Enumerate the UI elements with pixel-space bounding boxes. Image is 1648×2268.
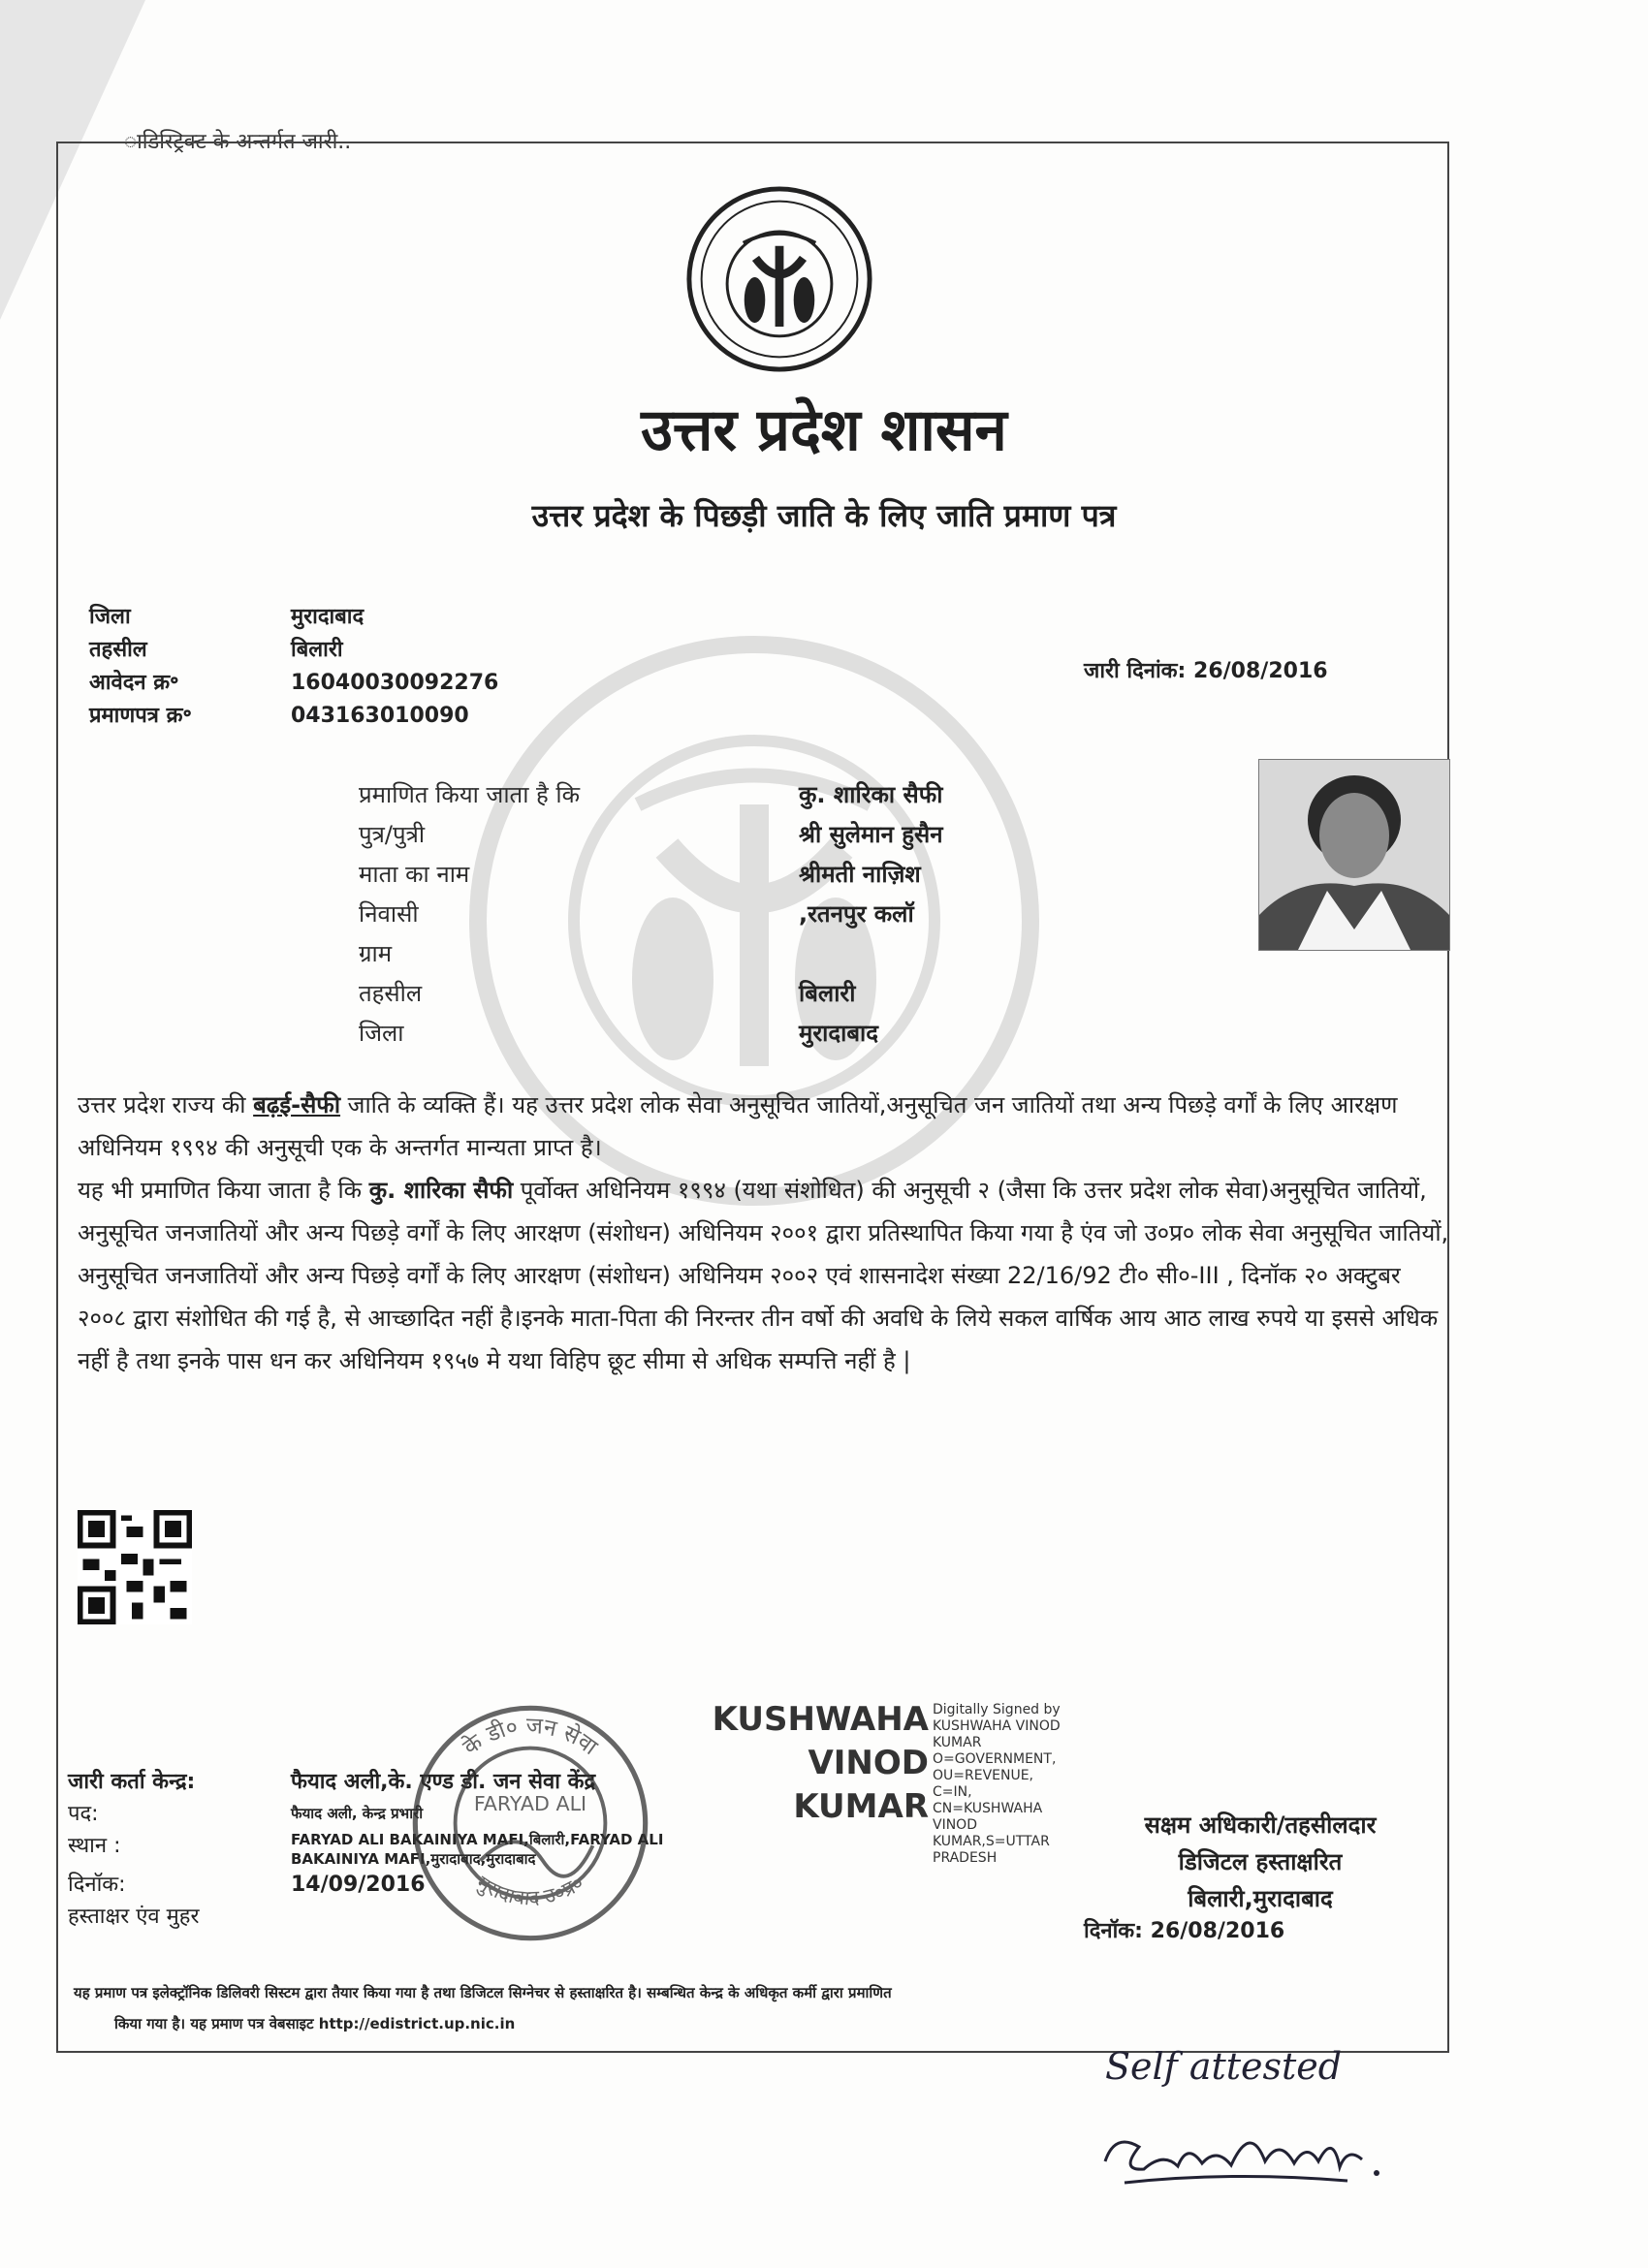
sig-detail-line: O=GOVERNMENT, — [933, 1751, 1057, 1767]
stamp-text-bottom: मुरादाबाद उ०प्र० — [472, 1871, 588, 1910]
detail-row — [359, 1014, 943, 1054]
authorized-officer — [1086, 1807, 1435, 1917]
detail-row — [359, 895, 943, 934]
meta-label: जिला — [89, 605, 131, 629]
applicant-photo — [1258, 759, 1450, 951]
sig-detail-line: C=IN, — [933, 1784, 972, 1800]
person-photo-icon — [1259, 760, 1449, 950]
meta-row-application-no — [89, 667, 498, 700]
caste-name: बढ़ई-सैफी — [253, 1091, 341, 1118]
holder-name: कु. शारिका सैफी — [368, 1177, 514, 1204]
body-paragraph-2 — [78, 1169, 1454, 1382]
issuer-center-value: फैयाद अली,के. एण्ड डी. जन सेवा केंद्र — [291, 1770, 596, 1794]
issuer-place-value: FARYAD ALI BAKAINIYA MAFI,बिलारी,FARYAD ALI BAKAINIYA MAFI,मुरादाबाद,मुरादाबाद — [291, 1831, 664, 1868]
officer-location: बिलारी,मुरादाबाद — [1188, 1885, 1333, 1912]
meta-value: 043163010090 — [291, 704, 469, 728]
detail-row — [359, 815, 943, 855]
detail-label: पुत्र/पुत्री — [359, 821, 426, 848]
meta-value: मुरादाबाद — [291, 605, 364, 629]
holder-details — [359, 775, 943, 1054]
stamp-text-middle: FARYAD ALI — [473, 1792, 587, 1816]
detail-label: माता का नाम — [359, 861, 470, 888]
detail-value: श्रीमती नाज़िश — [799, 861, 921, 888]
footer-note — [74, 1977, 1431, 2039]
sig-detail-line: PRADESH — [933, 1850, 998, 1866]
page-title: उत्तर प्रदेश शासन — [641, 396, 1007, 464]
detail-row — [359, 974, 943, 1014]
issue-date-label: जारी दिनांक: — [1084, 659, 1187, 683]
issuer-label: दिनॉक: — [68, 1873, 126, 1897]
detail-value: श्री सुलेमान हुसैन — [799, 821, 943, 848]
meta-label: आवेदन क्र॰ — [89, 671, 179, 695]
certificate-meta — [89, 601, 498, 733]
detail-value: बिलारी — [799, 980, 856, 1007]
issuer-label: स्थान : — [68, 1834, 121, 1858]
issuer-date-value: 14/09/2016 — [291, 1873, 426, 1897]
signer-name-line: VINOD — [808, 1744, 929, 1782]
footer-line: किया गया है। यह प्रमाण पत्र वेबसाइट http://edistrict.up.nic.in — [114, 2015, 516, 2032]
meta-label: प्रमाणपत्र क्र॰ — [89, 704, 192, 728]
svg-text:मुरादाबाद उ०प्र० — [472, 1871, 588, 1909]
issuer-label: हस्ताक्षर एंव मुहर — [68, 1905, 200, 1929]
up-government-emblem-icon — [684, 184, 874, 374]
detail-row — [359, 855, 943, 895]
body-text: जाति के व्यक्ति हैं। यह उत्तर प्रदेश लोक सेवा अनुसूचित जातियों,अनुसूचित जन जातियों तथा अन्य पिछड़े वर्गों के लिए आरक्षण अधिनियम १९९४ की अनुसूची एक के अन्तर्गत मान्यता प्राप्त है। — [78, 1091, 1398, 1161]
detail-label: जिला — [359, 1020, 404, 1047]
body-text: उत्तर प्रदेश राज्य की — [78, 1091, 254, 1118]
officer-date-label: दिनॉक: — [1084, 1919, 1143, 1943]
detail-label: प्रमाणित किया जाता है कि — [359, 781, 581, 808]
issuer-label: पद: — [68, 1802, 99, 1826]
handwritten-signature — [1086, 2094, 1396, 2200]
meta-row-district — [89, 601, 498, 634]
detail-label: निवासी — [359, 900, 419, 928]
stamp-text-top: के डी० जन सेवा — [458, 1712, 603, 1761]
issue-date — [1084, 655, 1328, 684]
issuer-post-value: फैयाद अली, केन्द्र प्रभारी — [291, 1805, 424, 1822]
digital-signer-name — [698, 1698, 929, 1829]
body-paragraph-1 — [78, 1084, 1454, 1169]
signer-name-line: KUSHWAHA — [712, 1700, 929, 1739]
body-text: पूर्वोक्त अधिनियम १९९४ (यथा संशोधित) की अनुसूची २ (जैसा कि उत्तर प्रदेश लोक सेवा)अनुसूचित जातियों, अनुसूचित जनजातियों और अन्य पिछड़े वर्गों के लिए आरक्षण (संशोधन) अधिनियम २००१ द्वारा प्रतिस्थापित किया गया है एंव जो उ०प्र० लोक सेवा अनुसूचित जातियों, अनुसूचित जनजातियों और अन्य पिछड़े वर्गों के लिए आरक्षण (संशोधन) अधिनियम २००२ एवं शासनादेश संख्या 22/16/92 टी० सी०-III , दिनॉक २० अक्टुबर २००८ द्वारा संशोधित की गई है, से आच्छादित नहीं है।इनके माता-पिता की निरन्तर तीन वर्षो की अवधि के लिये सकल वार्षिक आय आठ लाख रुपये या इससे अधिक नहीं है तथा इनके पास धन कर अधिनियम १९५७ मे यथा विहिप छूट सीमा से अधिक सम्पत्ति नहीं है | — [78, 1177, 1449, 1374]
body-text: यह भी प्रमाणित किया जाता है कि — [78, 1177, 369, 1204]
sig-detail-line: CN=KUSHWAHA — [933, 1801, 1043, 1816]
sig-detail-line: KUMAR,S=UTTAR — [933, 1834, 1050, 1849]
sig-detail-line: KUSHWAHA VINOD — [933, 1718, 1061, 1734]
officer-title: सक्षम अधिकारी/तहसीलदार — [1144, 1811, 1377, 1839]
certificate-subtitle: उत्तर प्रदेश के पिछड़ी जाति के लिए जाति प्रमाण पत्र — [531, 497, 1117, 534]
meta-row-tehsil — [89, 634, 498, 667]
detail-label: तहसील — [359, 980, 423, 1007]
detail-label: ग्राम — [359, 940, 393, 967]
meta-label: तहसील — [89, 638, 147, 662]
sig-detail-line: VINOD — [933, 1817, 977, 1833]
sig-detail-line: OU=REVENUE, — [933, 1768, 1034, 1783]
issue-date-value: 26/08/2016 — [1193, 659, 1328, 683]
signer-name-line: KUMAR — [793, 1787, 929, 1826]
meta-row-certificate-no — [89, 700, 498, 733]
digital-signature-details — [933, 1702, 1088, 1867]
officer-date — [1084, 1915, 1284, 1944]
footer-line: यह प्रमाण पत्र इलेक्ट्रॉनिक डिलिवरी सिस्टम द्वारा तैयार किया गया है तथा डिजिटल सिग्नेचर से हस्ताक्षरित है। सम्बन्धित केन्द्र के अधिकृत कर्मी द्वारा प्रमाणित — [74, 1984, 892, 2001]
detail-value: मुरादाबाद — [799, 1020, 879, 1047]
sig-detail-line: KUMAR — [933, 1735, 982, 1750]
officer-signature-status: डिजिटल हस्ताक्षरित — [1178, 1848, 1343, 1875]
qr-code-icon — [78, 1510, 192, 1624]
officer-date-value: 26/08/2016 — [1150, 1919, 1285, 1943]
top-note: ाडिस्ट्रिक्ट के अन्तर्गत जारी.. — [124, 130, 352, 154]
meta-value: बिलारी — [291, 638, 343, 662]
handwritten-self-attested: Self attested — [1105, 2045, 1343, 2088]
sig-detail-line: Digitally Signed by — [933, 1702, 1061, 1717]
detail-row — [359, 775, 943, 815]
certificate-body — [78, 1084, 1454, 1382]
detail-value: ,रतनपुर कलॉ — [799, 900, 914, 928]
detail-value: कु. शारिका सैफी — [799, 781, 943, 808]
detail-row — [359, 934, 943, 974]
issuer-label: जारी कर्ता केन्द्र: — [68, 1770, 196, 1794]
meta-value: 16040030092276 — [291, 671, 499, 695]
office-stamp-icon — [405, 1698, 655, 1948]
